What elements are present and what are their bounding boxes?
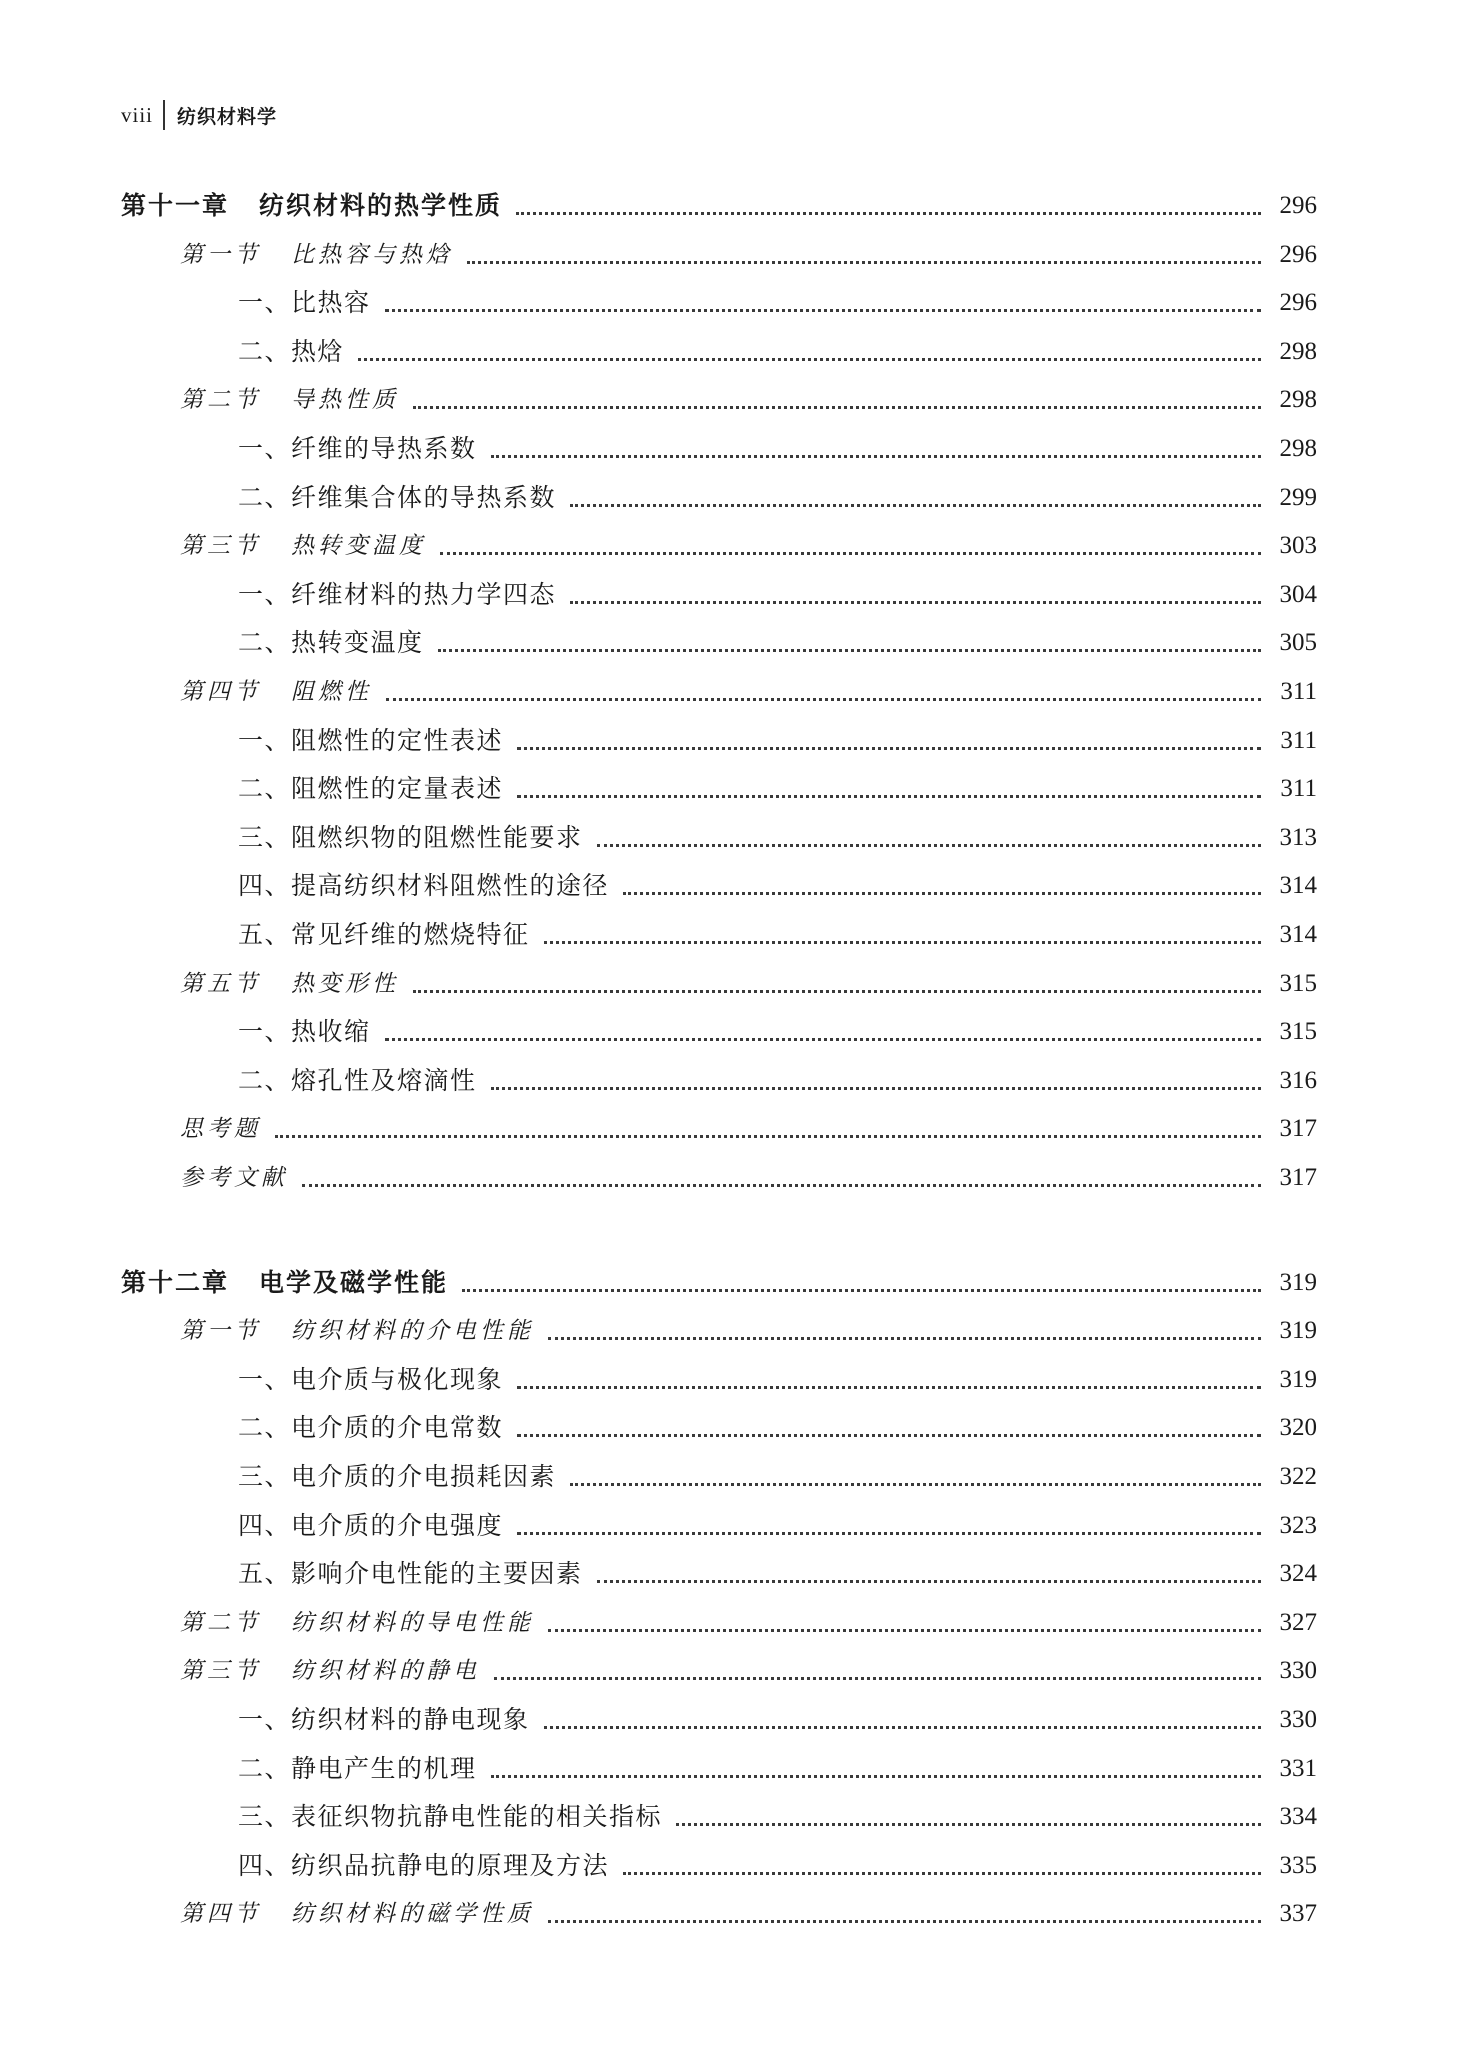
toc-entry-label bbox=[238, 1061, 477, 1101]
toc-chapter-entry[interactable] bbox=[121, 186, 1317, 226]
toc-page-number: 322 bbox=[1279, 1463, 1317, 1490]
dot-leader bbox=[413, 406, 1261, 409]
toc-entry-label bbox=[180, 235, 453, 275]
toc-entry-label bbox=[238, 429, 477, 469]
toc-entry-title: 二、热焓 bbox=[238, 337, 345, 366]
dot-leader bbox=[494, 1677, 1261, 1680]
toc-item-entry[interactable] bbox=[238, 866, 1317, 906]
toc-page-number: 314 bbox=[1279, 872, 1317, 899]
toc-entry-label bbox=[238, 1408, 503, 1448]
dot-leader bbox=[517, 1386, 1261, 1389]
dot-leader bbox=[491, 1775, 1261, 1778]
toc-entry-title: 一、纺织材料的静电现象 bbox=[238, 1705, 530, 1734]
toc-item-entry[interactable] bbox=[238, 769, 1317, 809]
toc-entry-label bbox=[238, 721, 503, 761]
dot-leader bbox=[544, 1726, 1261, 1729]
toc-page-number: 319 bbox=[1279, 1317, 1317, 1344]
header-page-number: viii bbox=[121, 102, 154, 127]
toc-entry-title: 四、纺织品抗静电的原理及方法 bbox=[238, 1851, 610, 1880]
dot-leader bbox=[517, 795, 1261, 798]
toc-entry-label bbox=[180, 964, 399, 1004]
toc-entry-label bbox=[238, 1012, 371, 1052]
toc-page-number: 311 bbox=[1280, 727, 1317, 754]
toc-entry-label bbox=[238, 1554, 583, 1594]
toc-entry-number: 第二节 bbox=[180, 1610, 261, 1636]
toc-entry-label bbox=[238, 332, 344, 372]
toc-item-entry[interactable] bbox=[238, 1506, 1317, 1546]
toc-entry-label bbox=[238, 769, 503, 809]
dot-leader bbox=[462, 1289, 1261, 1292]
toc-entry-title: 比热容与热焓 bbox=[291, 242, 453, 268]
toc-entry-title: 三、表征织物抗静电性能的相关指标 bbox=[238, 1802, 663, 1831]
toc-page-number: 330 bbox=[1279, 1706, 1317, 1733]
dot-leader bbox=[358, 358, 1261, 361]
page-header bbox=[121, 98, 277, 132]
toc-entry-number: 第十二章 bbox=[121, 1268, 230, 1297]
toc-page-number: 298 bbox=[1279, 338, 1317, 365]
toc-entry-title: 二、纤维集合体的导热系数 bbox=[238, 483, 557, 512]
toc-entry-number: 第十一章 bbox=[121, 191, 230, 220]
toc-entry-title: 三、阻燃织物的阻燃性能要求 bbox=[238, 823, 583, 852]
toc-section-entry[interactable] bbox=[180, 1651, 1317, 1691]
toc-entry-title: 纺织材料的磁学性质 bbox=[291, 1901, 534, 1927]
dot-leader bbox=[385, 1038, 1261, 1041]
toc-page-number: 315 bbox=[1279, 970, 1317, 997]
toc-item-entry[interactable] bbox=[238, 915, 1317, 955]
toc-entry-label bbox=[238, 283, 371, 323]
toc-page-number: 334 bbox=[1279, 1803, 1317, 1830]
dot-leader bbox=[548, 1920, 1261, 1923]
toc-page-number: 331 bbox=[1279, 1755, 1317, 1782]
toc-entry-label bbox=[180, 1894, 534, 1934]
toc-entry-number: 第三节 bbox=[180, 533, 261, 559]
toc-page-number: 337 bbox=[1279, 1900, 1317, 1927]
toc-item-entry[interactable] bbox=[238, 623, 1317, 663]
toc-entry-title: 思考题 bbox=[180, 1116, 261, 1142]
dot-leader bbox=[544, 941, 1261, 944]
toc-page-number: 305 bbox=[1279, 629, 1317, 656]
toc-entry-number: 第五节 bbox=[180, 971, 261, 997]
toc-entry-number: 第二节 bbox=[180, 387, 261, 413]
toc-section-entry[interactable] bbox=[180, 380, 1317, 420]
toc-entry-title: 五、常见纤维的燃烧特征 bbox=[238, 920, 530, 949]
toc-section-entry[interactable] bbox=[180, 526, 1317, 566]
toc-entry-label bbox=[238, 1749, 477, 1789]
toc-page-number: 298 bbox=[1279, 386, 1317, 413]
toc-item-entry[interactable] bbox=[238, 1797, 1317, 1837]
toc-entry-label bbox=[238, 478, 556, 518]
toc-entry-title: 阻燃性 bbox=[291, 679, 372, 705]
toc-page-number: 317 bbox=[1279, 1115, 1317, 1142]
toc-entry-title: 纺织材料的介电性能 bbox=[291, 1318, 534, 1344]
toc-item-entry[interactable] bbox=[238, 1408, 1317, 1448]
toc-entry-title: 一、阻燃性的定性表述 bbox=[238, 726, 504, 755]
dot-leader bbox=[623, 892, 1261, 895]
toc-entry-number: 第四节 bbox=[180, 679, 261, 705]
toc-entry-label bbox=[238, 623, 424, 663]
dot-leader bbox=[570, 601, 1261, 604]
dot-leader bbox=[491, 1087, 1261, 1090]
toc-page-number: 296 bbox=[1279, 192, 1317, 219]
toc-page-number: 299 bbox=[1279, 484, 1317, 511]
toc-page-number: 296 bbox=[1279, 241, 1317, 268]
toc-page-number: 330 bbox=[1279, 1657, 1317, 1684]
toc-entry-number: 第三节 bbox=[180, 1658, 261, 1684]
toc-item-entry[interactable] bbox=[238, 1012, 1317, 1052]
toc-item-entry[interactable] bbox=[238, 1700, 1317, 1740]
toc-item-entry[interactable] bbox=[238, 429, 1317, 469]
toc-page-number: 315 bbox=[1279, 1018, 1317, 1045]
toc-entry-title: 导热性质 bbox=[291, 387, 399, 413]
toc-entry-title: 一、比热容 bbox=[238, 288, 371, 317]
toc-page-number: 314 bbox=[1279, 921, 1317, 948]
toc-page-number: 319 bbox=[1279, 1269, 1317, 1296]
toc-entry-number: 第一节 bbox=[180, 1318, 261, 1344]
dot-leader bbox=[548, 1337, 1261, 1340]
dot-leader bbox=[302, 1184, 1261, 1187]
toc-item-entry[interactable] bbox=[238, 1360, 1317, 1400]
toc-section-entry[interactable] bbox=[180, 235, 1317, 275]
toc-entry-label bbox=[238, 1846, 609, 1886]
dot-leader bbox=[570, 504, 1261, 507]
toc-entry-title: 一、电介质与极化现象 bbox=[238, 1365, 504, 1394]
toc-entry-label bbox=[180, 1603, 534, 1643]
toc-item-entry[interactable] bbox=[238, 1457, 1317, 1497]
toc-entry-label bbox=[238, 1700, 530, 1740]
toc-entry-title: 一、热收缩 bbox=[238, 1017, 371, 1046]
dot-leader bbox=[491, 455, 1261, 458]
toc-entry-title: 二、阻燃性的定量表述 bbox=[238, 774, 504, 803]
toc-entry-label bbox=[238, 818, 583, 858]
dot-leader bbox=[386, 698, 1261, 701]
dot-leader bbox=[623, 1872, 1261, 1875]
toc-entry-label bbox=[121, 1263, 448, 1303]
toc-entry-label bbox=[238, 915, 530, 955]
dot-leader bbox=[413, 990, 1261, 993]
toc-entry-title: 四、电介质的介电强度 bbox=[238, 1511, 504, 1540]
dot-leader bbox=[517, 747, 1261, 750]
toc-page-number: 316 bbox=[1279, 1067, 1317, 1094]
dot-leader bbox=[597, 1580, 1261, 1583]
toc-page-number: 313 bbox=[1279, 824, 1317, 851]
toc-section-entry[interactable] bbox=[180, 1603, 1317, 1643]
toc-page-number: 304 bbox=[1279, 581, 1317, 608]
toc-section-entry[interactable] bbox=[180, 1894, 1317, 1934]
toc-entry-title: 四、提高纺织材料阻燃性的途径 bbox=[238, 871, 610, 900]
toc-entry-title: 二、熔孔性及熔滴性 bbox=[238, 1066, 477, 1095]
toc-item-entry[interactable] bbox=[238, 1554, 1317, 1594]
toc-item-entry[interactable] bbox=[238, 575, 1317, 615]
toc-entry-label bbox=[180, 526, 426, 566]
toc-entry-label bbox=[238, 1457, 556, 1497]
toc-page-number: 298 bbox=[1279, 435, 1317, 462]
toc-entry-title: 热转变温度 bbox=[291, 533, 426, 559]
toc-entry-title: 热变形性 bbox=[291, 971, 399, 997]
dot-leader bbox=[438, 649, 1261, 652]
toc-entry-title: 纺织材料的静电 bbox=[291, 1658, 480, 1684]
dot-leader bbox=[517, 1434, 1261, 1437]
toc-entry-label bbox=[180, 1651, 480, 1691]
toc-entry-title: 参考文献 bbox=[180, 1165, 288, 1191]
toc-entry-label bbox=[238, 1360, 503, 1400]
toc-page-number: 319 bbox=[1279, 1366, 1317, 1393]
toc-entry-label bbox=[238, 575, 556, 615]
toc-item-entry[interactable] bbox=[238, 721, 1317, 761]
toc-page-number: 320 bbox=[1279, 1414, 1317, 1441]
toc-page-number: 335 bbox=[1279, 1852, 1317, 1879]
dot-leader bbox=[676, 1823, 1261, 1826]
toc-page-number: 317 bbox=[1279, 1164, 1317, 1191]
dot-leader bbox=[517, 1532, 1261, 1535]
toc-page-number: 327 bbox=[1279, 1609, 1317, 1636]
header-book-title: 纺织材料学 bbox=[177, 105, 278, 128]
toc-chapter-entry[interactable] bbox=[121, 1263, 1317, 1303]
toc-entry-number: 第四节 bbox=[180, 1901, 261, 1927]
toc-page-number: 303 bbox=[1279, 532, 1317, 559]
toc-entry-label bbox=[238, 1506, 503, 1546]
toc-entry-title: 二、热转变温度 bbox=[238, 628, 424, 657]
toc-section-entry[interactable] bbox=[180, 1158, 1317, 1198]
dot-leader bbox=[548, 1629, 1261, 1632]
toc-entry-title: 三、电介质的介电损耗因素 bbox=[238, 1462, 557, 1491]
toc-section-entry[interactable] bbox=[180, 1311, 1317, 1351]
toc-entry-title: 二、电介质的介电常数 bbox=[238, 1413, 504, 1442]
toc-page-number: 296 bbox=[1279, 289, 1317, 316]
toc-item-entry[interactable] bbox=[238, 1061, 1317, 1101]
toc-item-entry[interactable] bbox=[238, 1846, 1317, 1886]
toc-entry-title: 一、纤维的导热系数 bbox=[238, 434, 477, 463]
toc-entry-title: 五、影响介电性能的主要因素 bbox=[238, 1559, 583, 1588]
toc-entry-label bbox=[121, 186, 502, 226]
toc-entry-label bbox=[180, 1109, 261, 1149]
toc-page-number: 311 bbox=[1280, 775, 1317, 802]
toc-entry-label bbox=[238, 1797, 662, 1837]
toc-section-entry[interactable] bbox=[180, 1109, 1317, 1149]
toc-entry-label bbox=[180, 380, 399, 420]
dot-leader bbox=[440, 552, 1261, 555]
dot-leader bbox=[275, 1135, 1261, 1138]
toc-entry-title: 一、纤维材料的热力学四态 bbox=[238, 580, 557, 609]
toc-entry-number: 第一节 bbox=[180, 242, 261, 268]
toc-entry-label bbox=[180, 1311, 534, 1351]
toc-page-number: 323 bbox=[1279, 1512, 1317, 1539]
toc-page-number: 324 bbox=[1279, 1560, 1317, 1587]
toc-entry-title: 纺织材料的热学性质 bbox=[259, 191, 503, 220]
dot-leader bbox=[597, 844, 1261, 847]
toc-entry-title: 电学及磁学性能 bbox=[259, 1268, 449, 1297]
toc-section-entry[interactable] bbox=[180, 964, 1317, 1004]
toc-section-entry[interactable] bbox=[180, 672, 1317, 712]
header-divider bbox=[163, 100, 165, 130]
toc-item-entry[interactable] bbox=[238, 478, 1317, 518]
dot-leader bbox=[467, 261, 1261, 264]
toc-item-entry[interactable] bbox=[238, 332, 1317, 372]
dot-leader bbox=[385, 309, 1261, 312]
toc-entry-title: 纺织材料的导电性能 bbox=[291, 1610, 534, 1636]
toc-page-number: 311 bbox=[1280, 678, 1317, 705]
toc-entry-label bbox=[180, 672, 372, 712]
toc-item-entry[interactable] bbox=[238, 818, 1317, 858]
toc-entry-label bbox=[238, 866, 609, 906]
toc-entry-label bbox=[180, 1158, 288, 1198]
dot-leader bbox=[570, 1483, 1261, 1486]
toc-item-entry[interactable] bbox=[238, 283, 1317, 323]
toc-item-entry[interactable] bbox=[238, 1749, 1317, 1789]
toc-entry-title: 二、静电产生的机理 bbox=[238, 1754, 477, 1783]
dot-leader bbox=[516, 212, 1261, 215]
